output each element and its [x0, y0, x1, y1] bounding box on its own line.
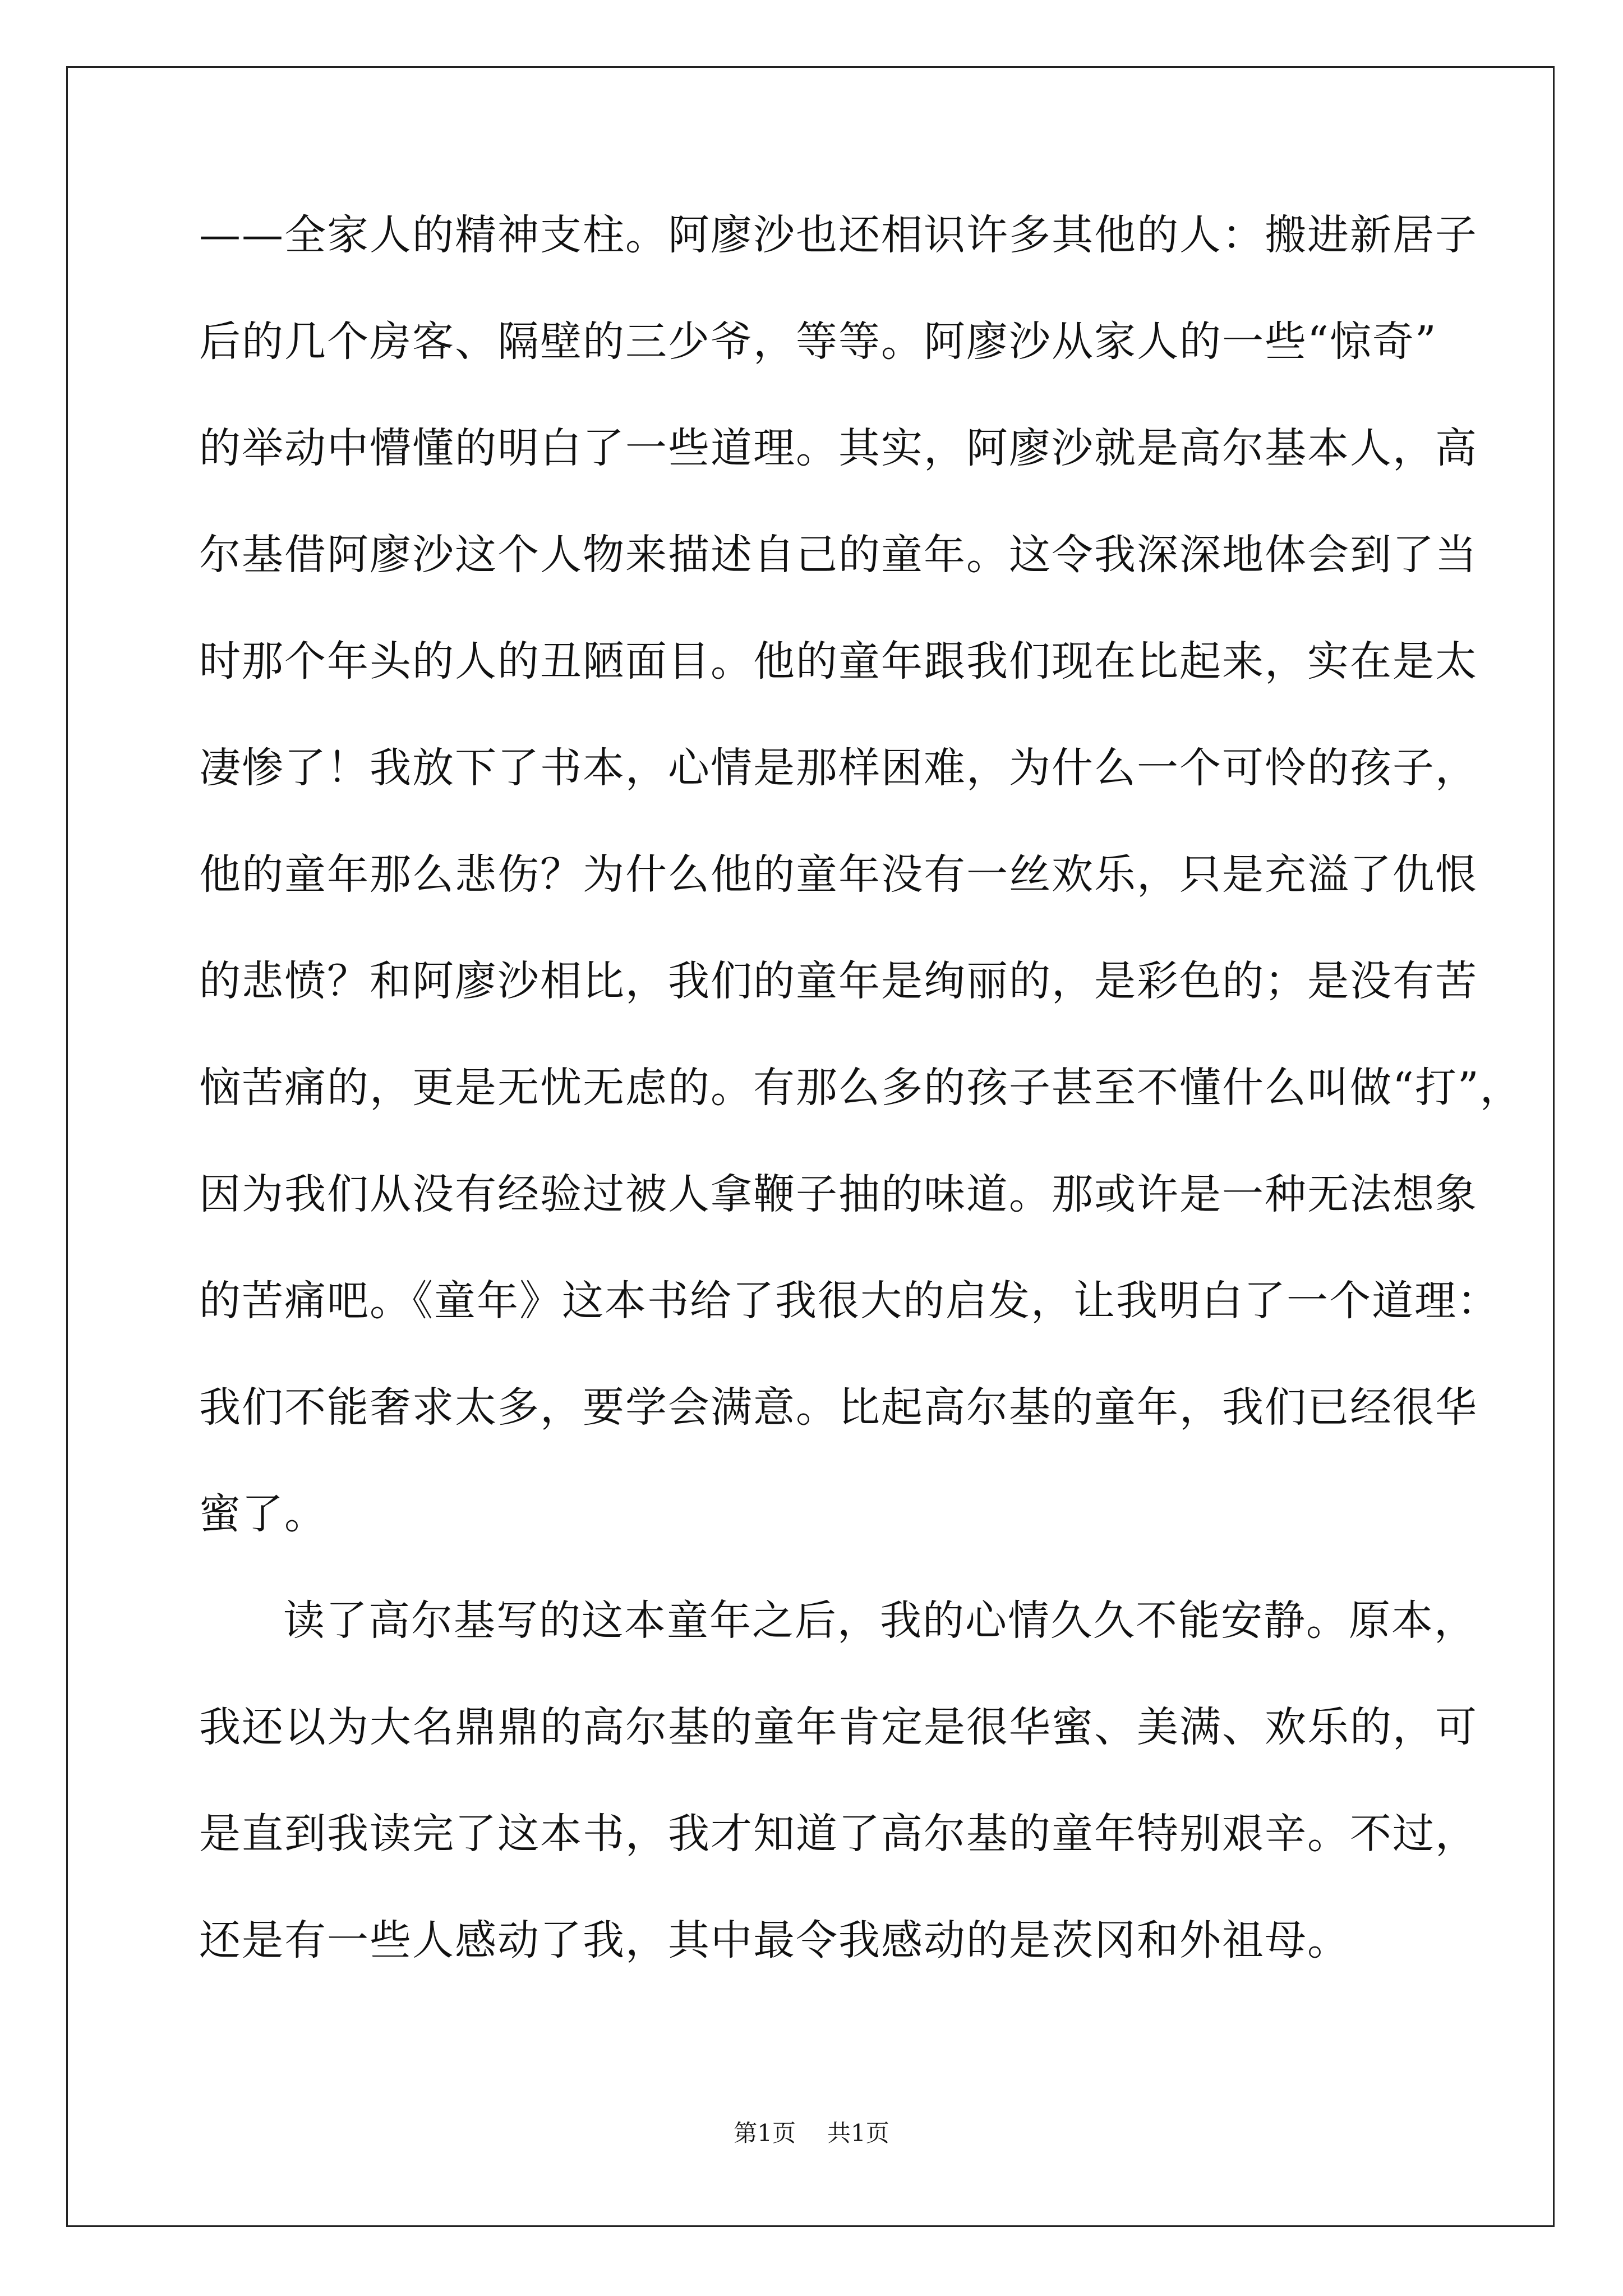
paragraph-first-line: 读了高尔基写的这本童年之后，我的心情久久不能安静。原本，	[283, 1596, 1477, 1645]
text-line: 我们不能奢求太多，要学会满意。比起高尔基的童年，我们已经很华	[199, 1383, 1478, 1432]
text-line: 的悲愤？和阿廖沙相比，我们的童年是绚丽的，是彩色的；是没有苦	[199, 957, 1478, 1005]
text-line: 蜜了。	[199, 1490, 327, 1538]
text-line: 尔基借阿廖沙这个人物来描述自己的童年。这令我深深地体会到了当	[199, 531, 1478, 579]
page-footer	[0, 2115, 1623, 2148]
text-line: 我还以为大名鼎鼎的高尔基的童年肯定是很华蜜、美满、欢乐的，可	[199, 1703, 1478, 1751]
text-line: 的举动中懵懂的明白了一些道理。其实，阿廖沙就是高尔基本人，高	[199, 424, 1478, 472]
text-line: 的苦痛吧。《童年》这本书给了我很大的启发，让我明白了一个道理：	[199, 1277, 1500, 1325]
text-line: ——全家人的精神支柱。阿廖沙也还相识许多其他的人：搬进新居子	[199, 211, 1478, 259]
page-number: 第1页	[734, 2119, 796, 2147]
text-line: 还是有一些人感动了我，其中最令我感动的是茨冈和外祖母。	[199, 1916, 1350, 1964]
page-total: 共1页	[827, 2119, 889, 2147]
text-line: 恼苦痛的，更是无忧无虑的。有那么多的孩子甚至不懂什么叫做“打”，	[199, 1064, 1523, 1112]
text-line: 因为我们从没有经验过被人拿鞭子抽的味道。那或许是一种无法想象	[199, 1170, 1478, 1218]
document-body	[199, 211, 1523, 2026]
text-line: 时那个年头的人的丑陋面目。他的童年跟我们现在比起来，实在是太	[199, 637, 1478, 685]
text-line: 凄惨了！我放下了书本，心情是那样困难，为什么一个可怜的孩子，	[199, 744, 1478, 792]
text-line: 他的童年那么悲伤？为什么他的童年没有一丝欢乐，只是充溢了仇恨	[199, 850, 1478, 899]
text-line: 后的几个房客、隔壁的三少爷，等等。阿廖沙从家人的一些“惊奇”	[199, 318, 1437, 366]
text-line: 是直到我读完了这本书，我才知道了高尔基的童年特别艰辛。不过，	[199, 1810, 1478, 1858]
